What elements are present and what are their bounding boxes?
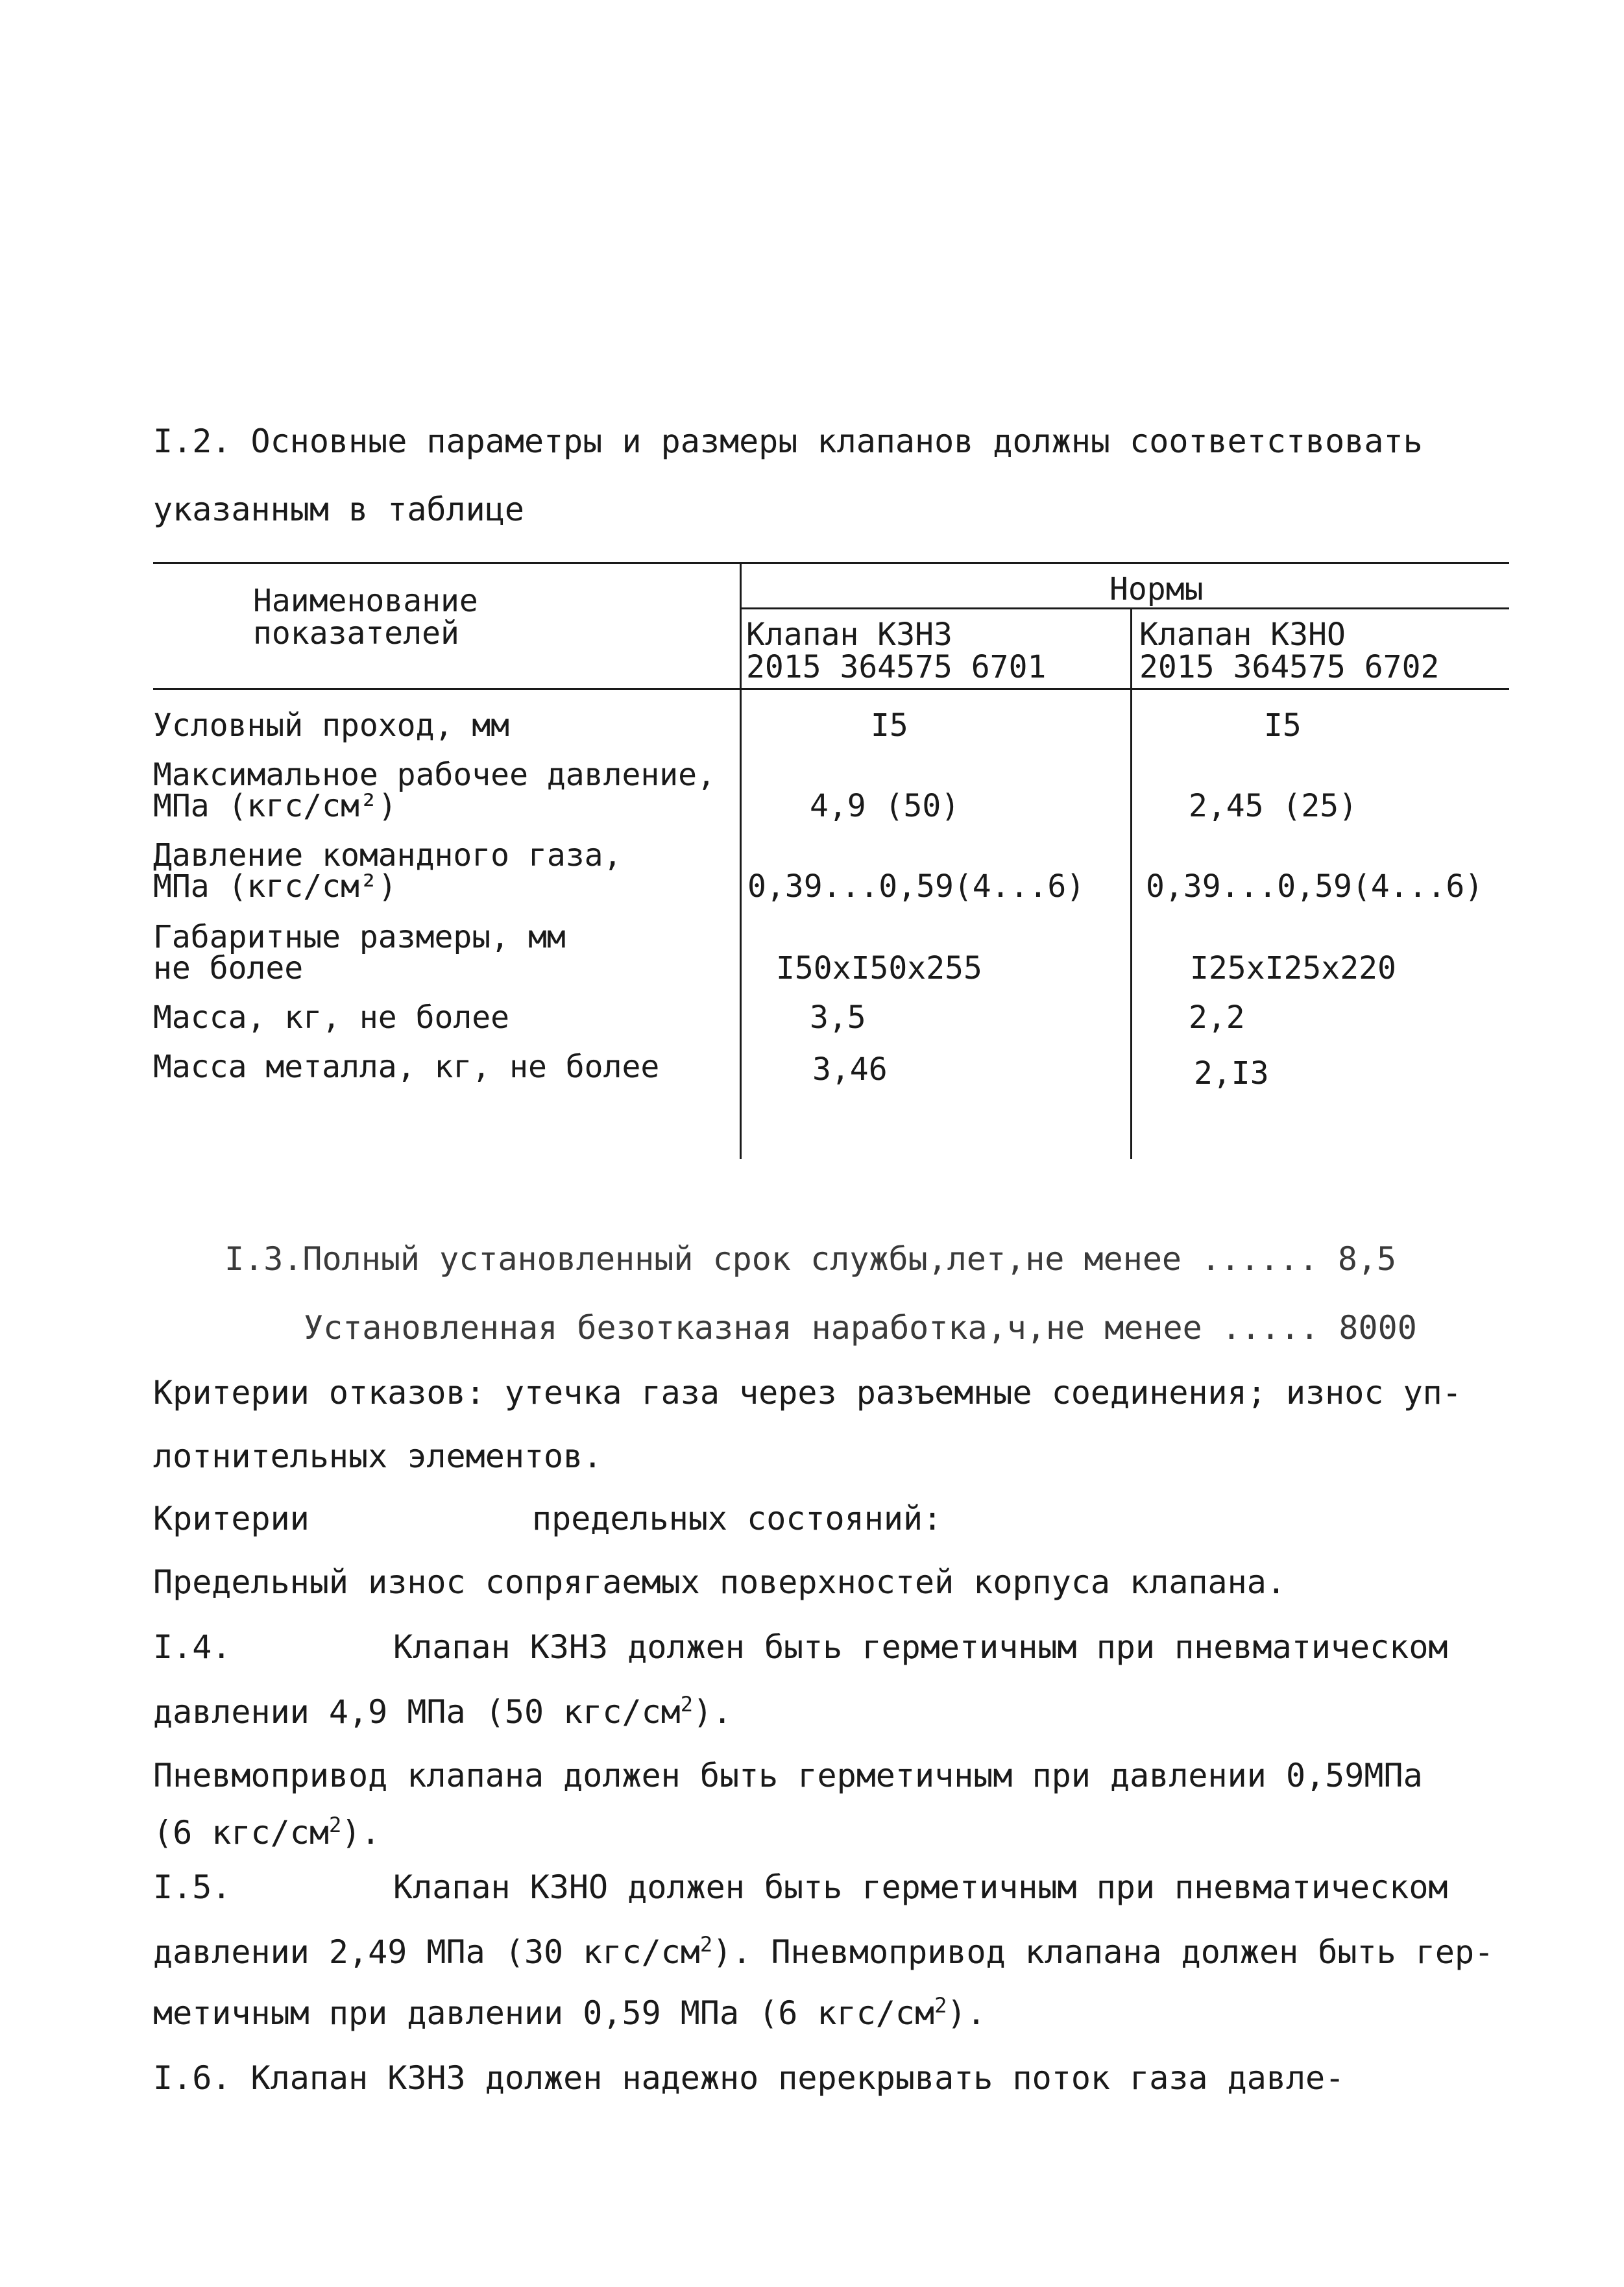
- table-row-2-name-line2: МПа (кгс/см²): [153, 788, 397, 824]
- table-row-4-value-2: I25xI25x220: [1190, 950, 1396, 986]
- section-1-4-line4: (6 кгс/$см^2$).: [153, 1813, 381, 1852]
- table-header-norms: Нормы: [1109, 571, 1204, 607]
- table-row-3-value-2: 0,39...0,59(4...6): [1146, 868, 1484, 905]
- table-header-name-line2: показателей: [253, 615, 459, 652]
- section-1-6-line1: I.6. Клапан КЗНЗ должен надежно перекрывать поток газа давле-: [153, 2059, 1345, 2097]
- table-row-1-name: Условный проход, мм: [153, 707, 510, 744]
- table-row-2-value-2: 2,45 (25): [1189, 788, 1358, 824]
- table-row-5-name: Масса, кг, не более: [153, 999, 510, 1036]
- table-col-divider-2: [1130, 609, 1132, 1159]
- section-1-3-limit-text: Предельный износ сопрягаемых поверхностей корпуса клапана.: [153, 1563, 1286, 1601]
- table-row-5-value-1: 3,5: [810, 999, 866, 1036]
- table-norms-rule: [741, 607, 1509, 609]
- table-row-6-name: Масса металла, кг, не более: [153, 1049, 660, 1085]
- table-row-4-name-line1: Габаритные размеры, мм: [153, 919, 566, 955]
- table-header-col2-line2: 2015 364575 6702: [1139, 649, 1440, 685]
- table-header-rule: [153, 688, 1509, 690]
- section-1-3-criteria-line2: лотнительных элементов.: [153, 1437, 603, 1475]
- table-top-rule: [153, 562, 1509, 564]
- section-1-5-line3: метичным при давлении 0,59 МПа (6 кгс/$см^2$).: [153, 1993, 986, 2032]
- table-row-4-value-1: I50xI50x255: [776, 950, 982, 986]
- section-1-5-line1: Клапан КЗНО должен быть герметичным при пневматическом: [393, 1868, 1448, 1906]
- table-row-4-name-line2: не более: [153, 950, 304, 986]
- table-row-6-value-2: 2,I3: [1194, 1055, 1269, 1092]
- table-row-3-name-line1: Давление командного газа,: [153, 837, 622, 874]
- section-1-3-limit-label-b: предельных состояний:: [532, 1500, 943, 1537]
- section-1-3-criteria-line1: Критерии отказов: утечка газа через разъемные соединения; износ уп-: [153, 1374, 1462, 1412]
- table-row-3-value-1: 0,39...0,59(4...6): [747, 868, 1085, 905]
- table-header-col1-line2: 2015 364575 6701: [746, 649, 1047, 685]
- table-row-1-value-2: I5: [1264, 707, 1302, 744]
- table-row-6-value-1: 3,46: [812, 1051, 888, 1088]
- section-1-5-line2: давлении 2,49 МПа (30 кгс/$см^2$). Пневмопривод клапана должен быть гер-: [153, 1932, 1494, 1971]
- section-1-5-number: I.5.: [153, 1868, 232, 1906]
- section-1-3-mtbf: Установленная безотказная наработка,ч,не менее ..... 8000: [304, 1309, 1417, 1347]
- table-row-1-value-1: I5: [871, 707, 908, 744]
- table-header-name-line1: Наименование: [253, 583, 478, 619]
- table-row-2-name-line1: Максимальное рабочее давление,: [153, 757, 716, 793]
- table-col-divider-1: [740, 562, 742, 1159]
- section-1-4-line2: давлении 4,9 МПа (50 кгс/$см^2$).: [153, 1692, 733, 1731]
- table-row-2-value-1: 4,9 (50): [810, 788, 960, 824]
- section-1-2-line1: I.2. Основные параметры и размеры клапанов должны соответствовать: [153, 422, 1423, 460]
- section-1-4-line3: Пневмопривод клапана должен быть герметичным при давлении 0,59МПа: [153, 1757, 1423, 1794]
- table-row-5-value-2: 2,2: [1189, 999, 1245, 1036]
- table-header-col2-line1: Клапан КЗНО: [1139, 617, 1346, 653]
- section-1-3-limit-label-a: Критерии: [153, 1500, 309, 1537]
- table-header-col1-line1: Клапан КЗНЗ: [746, 617, 952, 653]
- section-1-2-line2: указанным в таблице: [153, 491, 524, 528]
- table-row-3-name-line2: МПа (кгс/см²): [153, 868, 397, 905]
- section-1-4-line1: Клапан КЗНЗ должен быть герметичным при пневматическом: [393, 1628, 1448, 1666]
- section-1-3-service-life: I.3.Полный установленный срок службы,лет,не менее ...... 8,5: [224, 1240, 1397, 1278]
- section-1-4-number: I.4.: [153, 1628, 232, 1666]
